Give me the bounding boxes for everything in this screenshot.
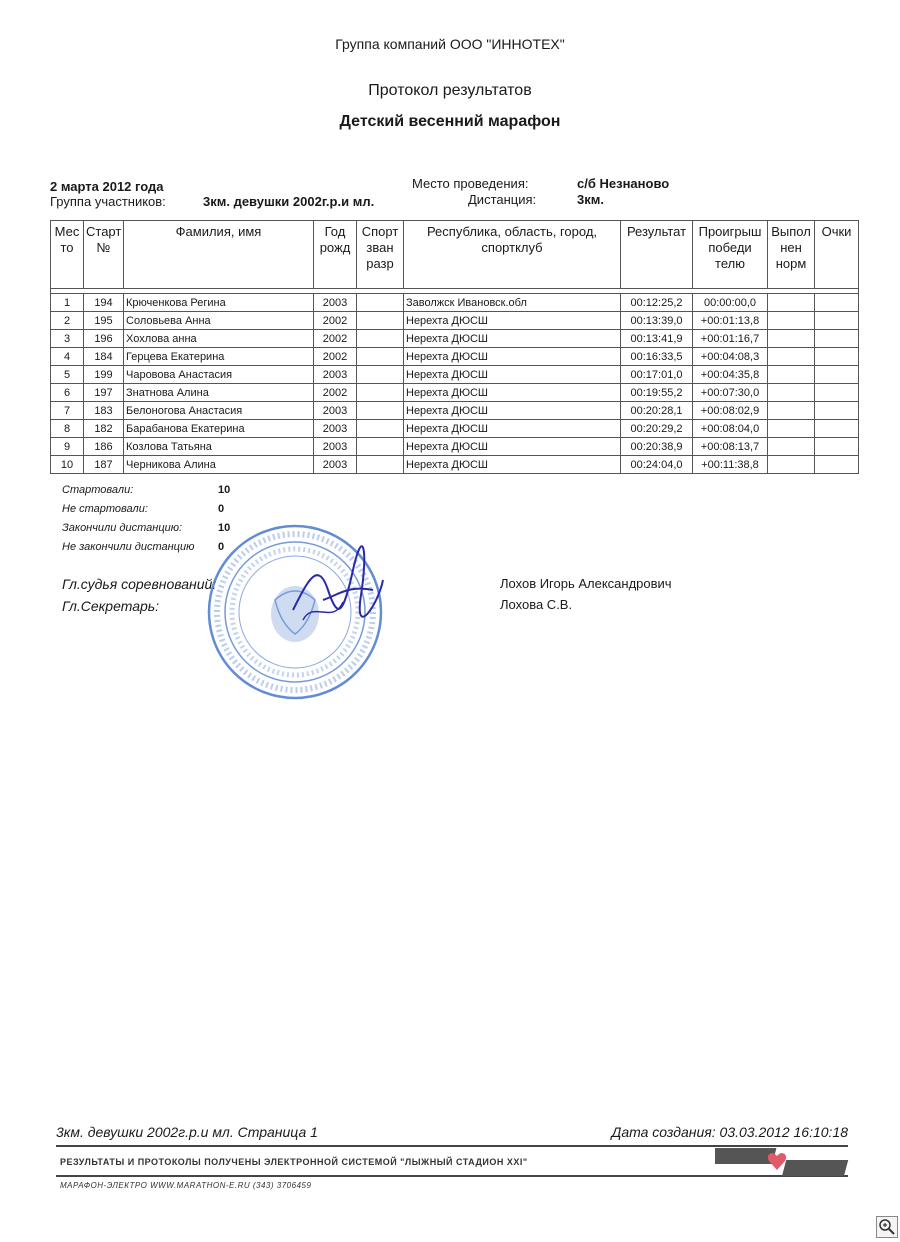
behind-cell: +00:04:08,3: [693, 348, 768, 366]
behind-cell: +00:08:13,7: [693, 438, 768, 456]
points-cell: [815, 438, 859, 456]
place-cell: 8: [51, 420, 84, 438]
name-cell: Герцева Екатерина: [124, 348, 314, 366]
rank-cell: [357, 456, 404, 474]
rank-cell: [357, 420, 404, 438]
stat-value-started: 10: [218, 484, 231, 496]
points-cell: [815, 420, 859, 438]
name-cell: Козлова Татьяна: [124, 438, 314, 456]
judge-label: Гл.судья соревнований:: [62, 576, 217, 592]
rank-cell: [357, 438, 404, 456]
norm-cell: [768, 330, 815, 348]
place-cell: 9: [51, 438, 84, 456]
result-cell: 00:17:01,0: [621, 366, 693, 384]
region-cell: Нерехта ДЮСШ: [404, 438, 621, 456]
table-row: [51, 330, 859, 348]
venue-label: Место проведения:: [412, 176, 529, 191]
result-cell: 00:20:28,1: [621, 402, 693, 420]
region-cell: Нерехта ДЮСШ: [404, 348, 621, 366]
name-cell: Барабанова Екатерина: [124, 420, 314, 438]
place-cell: 6: [51, 384, 84, 402]
result-cell: 00:12:25,2: [621, 294, 693, 312]
rank-cell: [357, 402, 404, 420]
event-title: Детский весенний марафон: [339, 113, 561, 130]
header-place: Мес то: [51, 221, 84, 289]
stat-label-finished: Закончили дистанцию:: [62, 522, 183, 534]
start-cell: 196: [84, 330, 124, 348]
year-cell: 2003: [314, 402, 357, 420]
table-row: [51, 456, 859, 474]
region-cell: Нерехта ДЮСШ: [404, 420, 621, 438]
points-cell: [815, 384, 859, 402]
behind-cell: +00:01:16,7: [693, 330, 768, 348]
rank-cell: [357, 348, 404, 366]
table-row: [51, 294, 859, 312]
footer-page-info: 3км. девушки 2002г.р.и мл. Страница 1: [56, 1124, 318, 1140]
behind-cell: 00:00:00,0: [693, 294, 768, 312]
zoom-in-icon: [877, 1217, 897, 1237]
behind-cell: +00:08:04,0: [693, 420, 768, 438]
place-cell: 7: [51, 402, 84, 420]
year-cell: 2003: [314, 456, 357, 474]
header-year: Год рожд: [314, 221, 357, 289]
behind-cell: +00:08:02,9: [693, 402, 768, 420]
judge-name: Лохов Игорь Александрович: [500, 576, 672, 591]
start-cell: 186: [84, 438, 124, 456]
group-label: Группа участников:: [50, 194, 166, 209]
stat-label-not-finished: Не закончили дистанцию: [62, 541, 195, 553]
start-cell: 194: [84, 294, 124, 312]
norm-cell: [768, 420, 815, 438]
region-cell: Нерехта ДЮСШ: [404, 384, 621, 402]
points-cell: [815, 366, 859, 384]
points-cell: [815, 330, 859, 348]
place-cell: 3: [51, 330, 84, 348]
secretary-name: Лохова С.В.: [500, 597, 573, 612]
header-behind: Проигрыш победи телю: [693, 221, 768, 289]
behind-cell: +00:04:35,8: [693, 366, 768, 384]
year-cell: 2003: [314, 438, 357, 456]
place-cell: 2: [51, 312, 84, 330]
region-cell: Нерехта ДЮСШ: [404, 366, 621, 384]
year-cell: 2003: [314, 420, 357, 438]
event-date: 2 марта 2012 года: [50, 179, 164, 194]
rank-cell: [357, 330, 404, 348]
signature: [283, 540, 393, 630]
name-cell: Знатнова Алина: [124, 384, 314, 402]
place-cell: 1: [51, 294, 84, 312]
norm-cell: [768, 438, 815, 456]
place-cell: 10: [51, 456, 84, 474]
points-cell: [815, 456, 859, 474]
region-cell: Нерехта ДЮСШ: [404, 456, 621, 474]
name-cell: Крюченкова Регина: [124, 294, 314, 312]
result-cell: 00:16:33,5: [621, 348, 693, 366]
norm-cell: [768, 402, 815, 420]
table-header-row: [51, 221, 859, 289]
points-cell: [815, 294, 859, 312]
footer-contacts: МАРАФОН-ЭЛЕКТРО WWW.MARATHON-E.RU (343) 3706459: [60, 1181, 312, 1190]
company-name: Группа компаний ООО "ИННОТЕХ": [335, 36, 565, 52]
norm-cell: [768, 312, 815, 330]
region-cell: Нерехта ДЮСШ: [404, 330, 621, 348]
result-cell: 00:24:04,0: [621, 456, 693, 474]
result-cell: 00:13:41,9: [621, 330, 693, 348]
header-region: Республика, область, город, спортклуб: [404, 221, 621, 289]
norm-cell: [768, 348, 815, 366]
name-cell: Черникова Алина: [124, 456, 314, 474]
year-cell: 2002: [314, 312, 357, 330]
rank-cell: [357, 384, 404, 402]
header-result: Результат: [621, 221, 693, 289]
norm-cell: [768, 366, 815, 384]
header-name: Фамилия, имя: [124, 221, 314, 289]
marathon-logo: [715, 1146, 850, 1178]
name-cell: Соловьева Анна: [124, 312, 314, 330]
header-rank: Спорт зван разр: [357, 221, 404, 289]
points-cell: [815, 312, 859, 330]
rank-cell: [357, 312, 404, 330]
table-row: [51, 312, 859, 330]
start-cell: 195: [84, 312, 124, 330]
start-cell: 184: [84, 348, 124, 366]
stat-label-started: Стартовали:: [62, 484, 134, 496]
name-cell: Белоногова Анастасия: [124, 402, 314, 420]
start-cell: 182: [84, 420, 124, 438]
table-row: [51, 366, 859, 384]
stat-value-finished: 10: [218, 522, 231, 534]
name-cell: Чаровова Анастасия: [124, 366, 314, 384]
norm-cell: [768, 456, 815, 474]
results-table: [50, 220, 859, 474]
year-cell: 2002: [314, 384, 357, 402]
table-row: [51, 384, 859, 402]
region-cell: Нерехта ДЮСШ: [404, 402, 621, 420]
footer-created: Дата создания: 03.03.2012 16:10:18: [611, 1124, 848, 1140]
footer-banner: РЕЗУЛЬТАТЫ И ПРОТОКОЛЫ ПОЛУЧЕНЫ ЭЛЕКТРОННОЙ СИСТЕМОЙ "ЛЫЖНЫЙ СТАДИОН XXI": [60, 1157, 528, 1167]
points-cell: [815, 402, 859, 420]
rank-cell: [357, 294, 404, 312]
rank-cell: [357, 366, 404, 384]
stat-value-not-started: 0: [218, 503, 225, 515]
group-value: 3км. девушки 2002г.р.и мл.: [203, 194, 375, 209]
region-cell: Заволжск Ивановск.обл: [404, 294, 621, 312]
year-cell: 2003: [314, 366, 357, 384]
behind-cell: +00:07:30,0: [693, 384, 768, 402]
year-cell: 2002: [314, 330, 357, 348]
start-cell: 197: [84, 384, 124, 402]
place-cell: 4: [51, 348, 84, 366]
year-cell: 2002: [314, 348, 357, 366]
behind-cell: +00:11:38,8: [693, 456, 768, 474]
result-cell: 00:20:38,9: [621, 438, 693, 456]
start-cell: 183: [84, 402, 124, 420]
table-row: [51, 438, 859, 456]
result-cell: 00:13:39,0: [621, 312, 693, 330]
stat-value-not-finished: 0: [218, 541, 225, 553]
table-row: [51, 402, 859, 420]
start-cell: 187: [84, 456, 124, 474]
norm-cell: [768, 384, 815, 402]
result-cell: 00:19:55,2: [621, 384, 693, 402]
behind-cell: +00:01:13,8: [693, 312, 768, 330]
norm-cell: [768, 294, 815, 312]
result-cell: 00:20:29,2: [621, 420, 693, 438]
header-points: Очки: [815, 221, 859, 289]
stat-label-not-started: Не стартовали:: [62, 503, 148, 515]
zoom-button[interactable]: [876, 1216, 898, 1238]
place-cell: 5: [51, 366, 84, 384]
venue-value: с/б Незнаново: [577, 176, 670, 191]
year-cell: 2003: [314, 294, 357, 312]
table-row: [51, 348, 859, 366]
distance-value: 3км.: [577, 192, 604, 207]
points-cell: [815, 348, 859, 366]
start-cell: 199: [84, 366, 124, 384]
name-cell: Хохлова анна: [124, 330, 314, 348]
table-row: [51, 420, 859, 438]
header-norm: Выпол нен норм: [768, 221, 815, 289]
protocol-title: Протокол результатов: [368, 82, 532, 99]
distance-label: Дистанция:: [468, 192, 537, 207]
secretary-label: Гл.Секретарь:: [62, 598, 160, 614]
header-start: Старт №: [84, 221, 124, 289]
region-cell: Нерехта ДЮСШ: [404, 312, 621, 330]
